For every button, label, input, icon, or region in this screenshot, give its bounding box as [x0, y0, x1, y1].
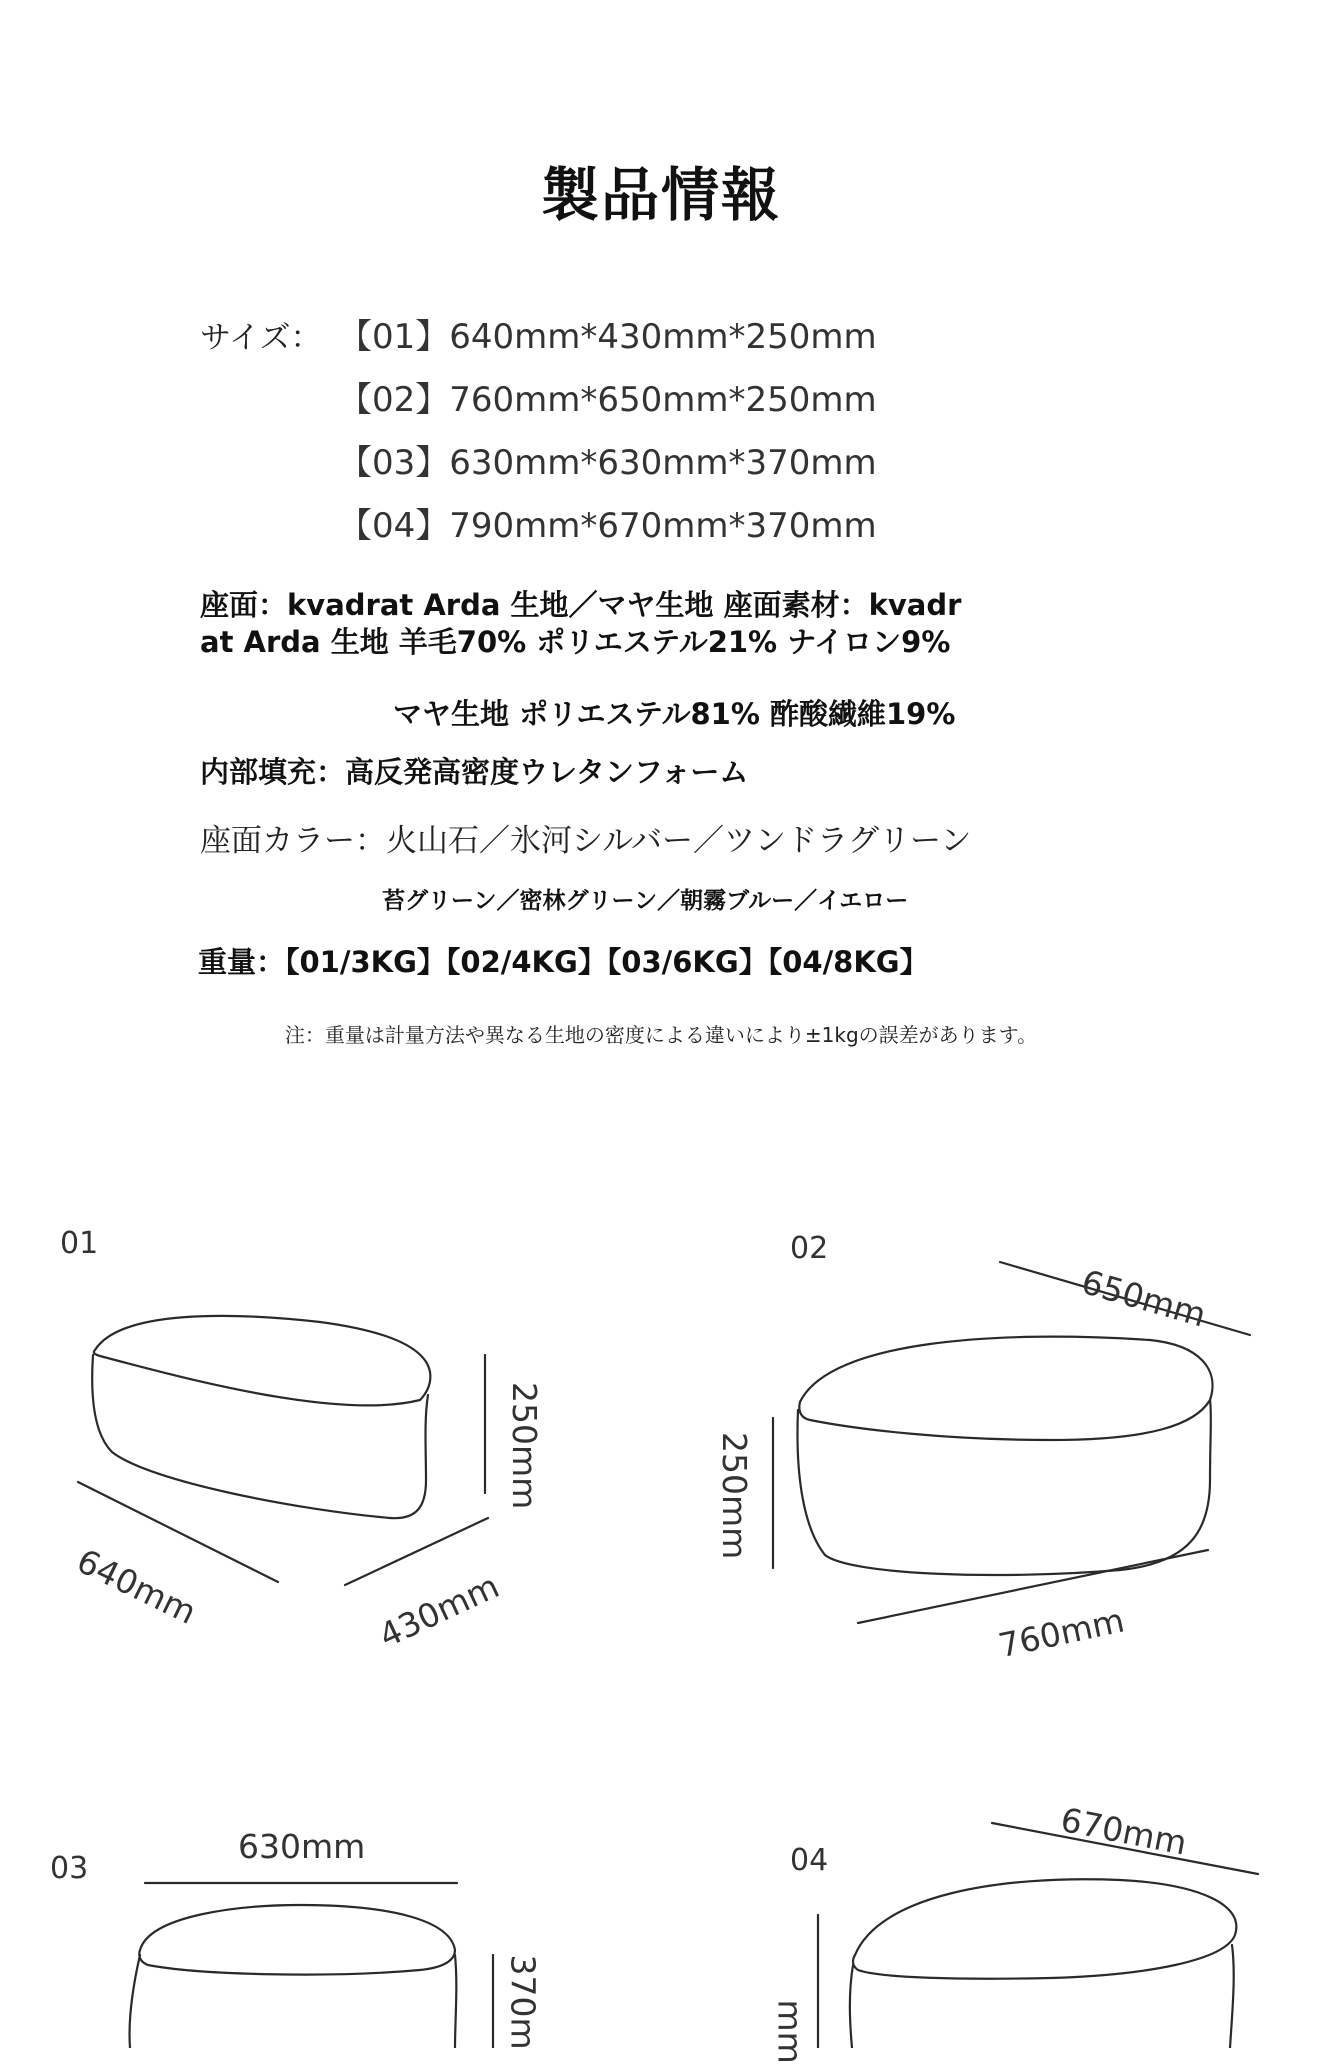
diagram-label-03: 03 — [50, 1851, 89, 1886]
size-row-03: 【03】630mm*630mm*370mm — [338, 443, 877, 483]
filling-text: 内部填充：高反発高密度ウレタンフォーム — [200, 755, 749, 789]
diagram-label-04: 04 — [790, 1843, 829, 1878]
size-row-04: 【04】790mm*670mm*370mm — [338, 506, 877, 546]
color-line-2: 苔グリーン／密林グリーン／朝霧ブルー／イエロー — [382, 888, 909, 914]
size-label: サイズ： — [200, 320, 322, 356]
page-title: 製品情報 — [540, 161, 781, 229]
color-line-1: 座面カラー：火山石／氷河シルバー／ツンドラグリーン — [200, 823, 972, 859]
dim-03-width: 630mm — [238, 1827, 366, 1866]
dim-02-width: 650mm — [1077, 1262, 1211, 1335]
dim-02-height: 250mm — [715, 1432, 754, 1560]
dim-04-height: mm — [770, 1999, 810, 2064]
diagram-label-02: 02 — [790, 1231, 829, 1266]
material-line-1: 座面：kvadrat Arda 生地／マヤ生地 座面素材：kvadr — [200, 588, 962, 622]
weight-note: 注：重量は計量方法や異なる生地の密度による違いにより±1kgの誤差があります。 — [284, 1023, 1038, 1047]
dim-03-height: 370m — [503, 1954, 543, 2050]
dim-01-length: 640mm — [70, 1541, 203, 1632]
material-line-3: マヤ生地 ポリエステル81% 酢酸繊維19% — [393, 697, 956, 731]
ottoman-01-drawing — [78, 1316, 488, 1585]
weight-text: 重量：【01/3KG】【02/4KG】【03/6KG】【04/8KG】 — [198, 945, 929, 979]
ottoman-03-drawing — [129, 1883, 493, 2048]
diagram-label-01: 01 — [60, 1226, 99, 1261]
dim-02-length: 760mm — [995, 1600, 1128, 1666]
size-row-02: 【02】760mm*650mm*250mm — [338, 380, 877, 420]
material-line-2: at Arda 生地 羊毛70% ポリエステル21% ナイロン9% — [200, 625, 951, 659]
size-row-01: 【01】640mm*430mm*250mm — [338, 317, 877, 357]
dim-01-width: 430mm — [373, 1566, 505, 1656]
dim-04-width: 670mm — [1057, 1800, 1190, 1863]
dim-01-height: 250mm — [505, 1382, 544, 1510]
ottoman-04-drawing — [818, 1823, 1258, 2048]
